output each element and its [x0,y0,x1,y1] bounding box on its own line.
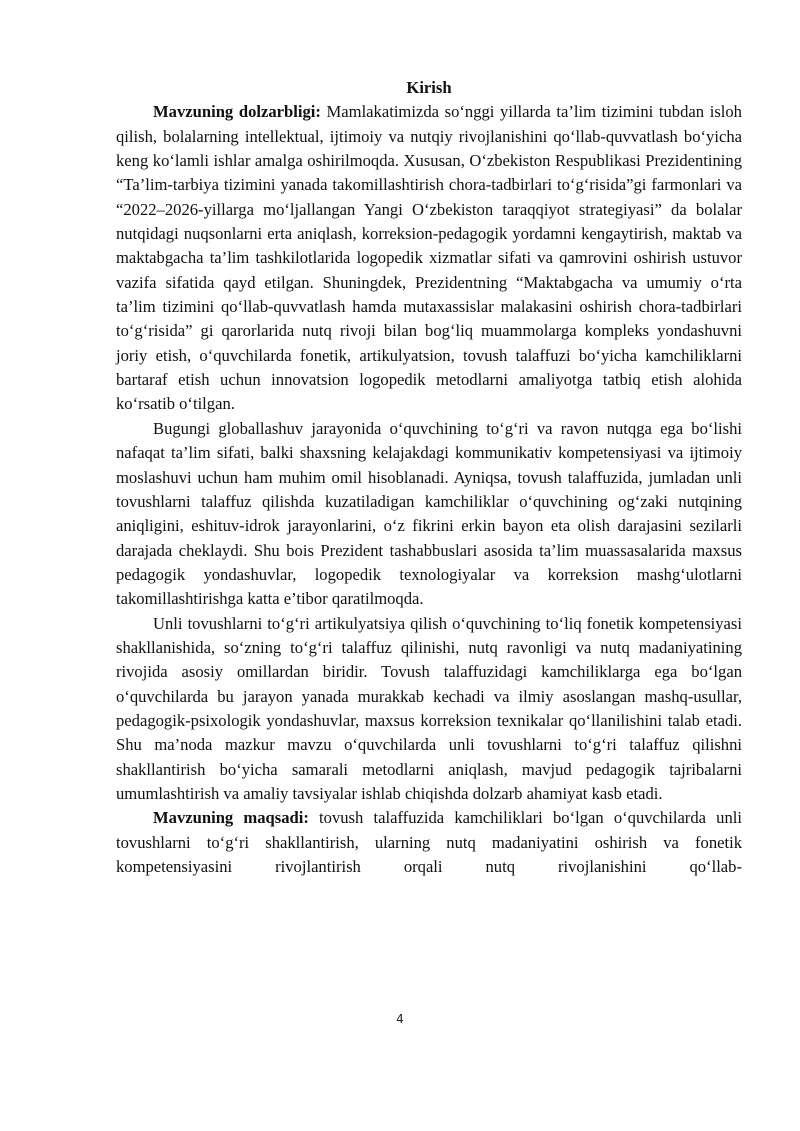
paragraph-text: Mamlakatimizda so‘nggi yillarda ta’lim tizimini tubdan isloh qilish, bolalarning intellektual, ijtimoiy va nutqiy rivojlanishini qo‘llab-quvvatlash bo‘yicha keng ko‘lamli ishlar amalga oshirilmoqda. Xususan, O‘zbekiston Respublikasi Prezidentining “Ta’lim-tarbiya tizimini yanada takomillashtirish chora-tadbirlari to‘g‘risida”gi farmonlari va “2022–2026-yillarga mo‘ljallangan Yangi O‘zbekiston taraqqiyot strategiyasi” da bolalar nutqidagi nuqsonlarni erta aniqlash, korreksion-pedagogik yordamni kengaytirish, maktab va maktabgacha ta’lim tashkilotlarida logopedik xizmatlar sifati va qamrovini oshirish ustuvor vazifa sifatida qayd etilgan. Shuningdek, Prezidentning “Maktabgacha va umumiy o‘rta ta’lim tizimini qo‘llab-quvvatlash hamda mutaxassislar malakasini oshirish chora-tadbirlari to‘g‘risida” gi qarorlarida nutq rivoji bilan bog‘liq muammolarga kompleks yondashuvni joriy etish, o‘quvchilarda fonetik, artikulyatsion, tovush talaffuzi bo‘yicha kamchiliklarni bartaraf etish uchun innovatsion logopedik metodlarni amaliyotga tatbiq etish alohida ko‘rsatib o‘tilgan. [116,102,742,414]
paragraph-globalization [116,417,742,612]
paragraph-text: tovush talaffuzida kamchiliklari bo‘lgan o‘quvchilarda unli tovushlarni to‘g‘ri shakllantirish, ularning nutq madaniyatini oshirish va fonetik kompetensiyasini rivojlantirish orqali nutq rivojlanishini qo‘llab- [116,808,742,876]
paragraph-vowels [116,612,742,807]
paragraph-relevance [116,100,742,416]
paragraph-text: Bugungi globallashuv jarayonida o‘quvchining to‘g‘ri va ravon nutqga ega bo‘lishi nafaqat ta’lim sifati, balki shaxsning kelajakdagi kommunikativ kompetensiyasi va ijtimoiy moslashuvi uchun ham muhim omil hisoblanadi. Ayniqsa, tovush talaffuzida, jumladan unli tovushlarni talaffuz qilishda kuzatiladigan kamchiliklar o‘quvchining og‘zaki nutqining aniqligini, eshituv-idrok jarayonlarini, o‘z fikrini erkin bayon eta olish darajasini sezilarli darajada cheklaydi. Shu bois Prezident tashabbuslari asosida ta’lim muassasalarida maxsus pedagogik yondashuvlar, logopedik texnologiyalar va korreksion mashg‘ulotlarni takomillashtirishga katta e’tibor qaratilmoqda. [116,418,742,609]
paragraph-lead: Mavzuning dolzarbligi: [153,102,321,122]
paragraph-goal [116,806,742,879]
page-content [116,76,742,879]
paragraph-lead: Mavzuning maqsadi: [153,808,309,828]
page-number: 4 [396,1012,404,1026]
paragraph-text: Unli tovushlarni to‘g‘ri artikulyatsiya qilish o‘quvchining to‘liq fonetik kompetensiyasi shakllanishida, so‘zning to‘g‘ri talaffuz qilinishi, nutq ravonligi va nutq madaniyatining rivojida asosiy omillardan biridir. Tovush talaffuzidagi kamchiliklarga ega bo‘lgan o‘quvchilarda bu jarayon yanada murakkab kechadi va ilmiy asoslangan mashq-usullar, pedagogik-psixologik yondashuvlar, maxsus korreksion texnikalar qo‘llanilishini talab etadi. Shu ma’noda mazkur mavzu o‘quvchilarda unli tovushlarni to‘g‘ri talaffuz qilishni shakllantirish bo‘yicha samarali metodlarni aniqlash, mavjud pedagogik tajribalarni umumlashtirish va amaliy tavsiyalar ishlab chiqishda dolzarb ahamiyat kasb etadi. [116,613,742,803]
section-heading: Kirish [406,78,452,97]
